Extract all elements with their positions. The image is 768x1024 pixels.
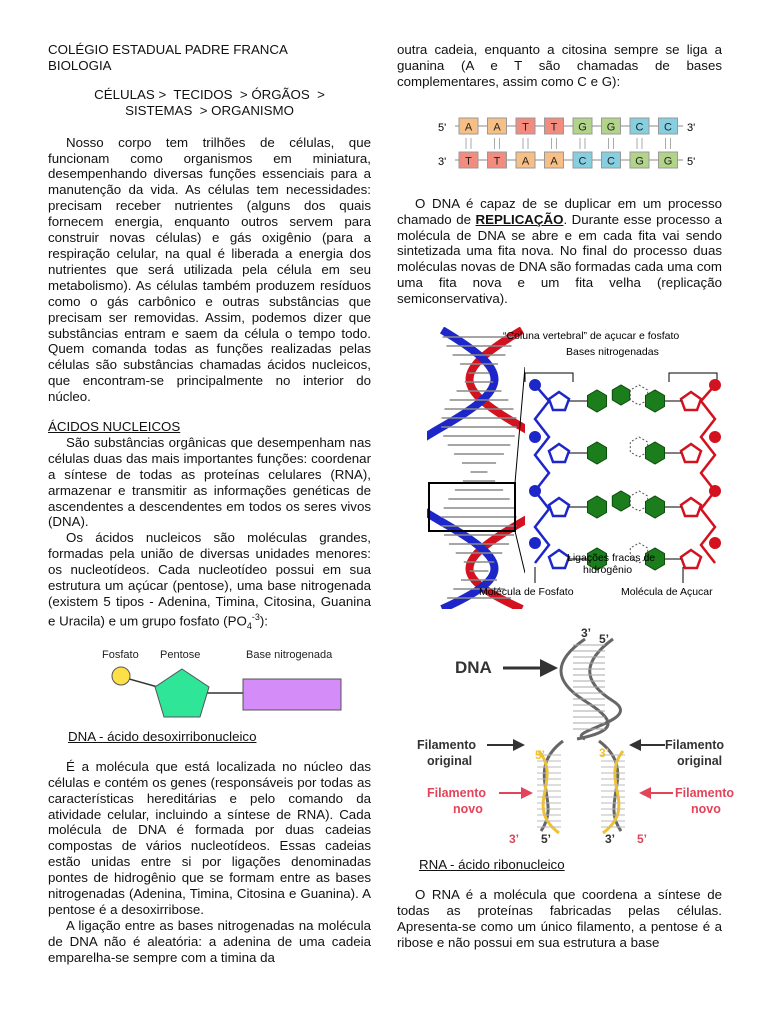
- pair-top-base: G: [606, 121, 616, 134]
- dna-paragraph-3: outra cadeia, enquanto a citosina sempre se liga a guanina (A e T são chamadas de bases complementares, assim como C e G):: [397, 42, 722, 89]
- base-hexagon: [646, 390, 665, 412]
- acidos-heading: ÁCIDOS NUCLEICOS: [48, 419, 181, 435]
- phosphate-blue: [529, 431, 541, 443]
- filamento-novo-right-2: novo: [691, 802, 721, 817]
- phosphate-circle: [112, 667, 130, 685]
- fosfato-molecule-label: Molécula de Fosfato: [479, 586, 574, 599]
- rep-5-top: 5’: [599, 632, 610, 647]
- phosphate-red: [709, 431, 721, 443]
- ligacoes-label-2: hidrogênio: [583, 564, 633, 577]
- rna-paragraph: O RNA é a molécula que coordena a síntese de todas as proteínas fabricadas pelas células. Apresenta-se como um único filamento, a pentose é a ribose e não possui em sua estrutura a base: [397, 886, 722, 950]
- rep-strand: [581, 639, 620, 739]
- dna-structure-diagram: [427, 327, 757, 609]
- pair-bottom-base: G: [635, 155, 644, 168]
- replication-paragraph: O DNA é capaz de se duplicar em um processo chamado de REPLICAÇÃO. Durante esse processo a molécula de DNA se abre e em cada fita vai sendo sintetizada uma fita nova. No final do processo duas moléculas novas de DNA são formadas cada uma com uma fita nova e um fita velha (replicação semiconservativa).: [397, 195, 722, 307]
- base-hexagon: [646, 442, 665, 464]
- pair-5-bottom: 5': [687, 155, 696, 168]
- pair-5-top: 5': [438, 121, 447, 134]
- pair-3-top: 3': [687, 121, 696, 134]
- pentose-pentagon: [155, 669, 209, 717]
- pair-top-base: C: [664, 121, 672, 134]
- phosphate-blue: [529, 485, 541, 497]
- acucar-molecule-label: Molécula de Açucar: [621, 586, 713, 599]
- base-hexagon: [612, 385, 629, 405]
- filamento-original-left-1: Filamento: [417, 738, 477, 753]
- acidos-paragraph-1: São substâncias orgânicas que desempenham nas células duas das mais importantes funções: coordenar a síntese de todas as proteínas celulares (RNA), armazenar e transmitir as informações genéticas de ascendentes a descendentes em todos os seres vivos (DNA).: [48, 434, 371, 530]
- phosphate-red: [709, 537, 721, 549]
- coluna-label: “Coluna vertebral” de açucar e fosfato: [503, 330, 680, 343]
- dna-heading: DNA - ácido desoxirribonucleico: [68, 728, 257, 744]
- base-rectangle: [243, 679, 341, 710]
- rep-5-left: 5’: [535, 748, 546, 763]
- pair-bottom-base: G: [663, 155, 673, 168]
- hierarchy-line-1: CÉLULAS > TECIDOS > ÓRGÃOS >: [94, 86, 325, 102]
- rep-3-top: 3’: [581, 626, 592, 641]
- dna-paragraph-1: É a molécula que está localizada no núcleo das células e contém os genes (responsáveis por todas as características hereditárias e pelo comando da atividade celular, incluindo a síntese de RNA). Cada molécula de DNA é formada por duas cadeias compostas de vários nucleotídeos. Essas cadeias estão unidas entre si por ligações denominadas pontes de hidrogênio que se formam entre as bases nitrogenadas (Adenina, Timina, Citosina e Guanina). A pentose é a desoxirribose.: [48, 758, 371, 917]
- base-hexagon: [588, 390, 607, 412]
- pair-bottom-base: C: [607, 155, 615, 168]
- filamento-original-right-2: original: [677, 754, 723, 769]
- dna-paragraph-2: A ligação entre as bases nitrogenadas na molécula de DNA não é aleatória: a adenina de uma cadeia emparelha-se sempre com a timina da: [48, 917, 371, 965]
- pentose-label: Pentose: [160, 648, 201, 661]
- pair-top-base: G: [578, 121, 587, 134]
- pair-top-base: T: [522, 121, 529, 134]
- base-hexagon: [612, 491, 629, 511]
- filamento-novo-right-1: Filamento: [675, 786, 735, 801]
- base-label: Base nitrogenada: [246, 648, 333, 661]
- phosphate-red: [709, 485, 721, 497]
- pair-top-base: A: [464, 121, 473, 134]
- pair-3-bottom: 3': [438, 155, 447, 168]
- pair-top-base: C: [635, 121, 644, 134]
- right-column: [397, 42, 735, 951]
- rep-5-bottom-right: 5’: [637, 832, 648, 847]
- filamento-original-left-2: original: [427, 754, 473, 769]
- base-hexagon: [588, 442, 607, 464]
- rep-3-bottom-right: 3’: [605, 832, 616, 847]
- pair-bottom-base: A: [521, 155, 530, 168]
- rep-5-bottom-left: 5’: [541, 832, 552, 847]
- dna-label: DNA: [455, 658, 492, 678]
- phosphate-red: [709, 379, 721, 391]
- bases-label: Bases nitrogenadas: [566, 346, 659, 359]
- pair-top-base: T: [550, 121, 558, 134]
- replicacao-word: REPLICAÇÃO: [475, 211, 564, 227]
- hierarchy-line-2: SISTEMAS > ORGANISMO: [125, 102, 294, 118]
- pair-bottom-base: C: [578, 155, 587, 168]
- fosfato-label: Fosfato: [102, 648, 139, 661]
- ligacoes-label-1: Ligações fracas de: [567, 552, 656, 565]
- subject-name: BIOLOGIA: [48, 57, 112, 73]
- rep-3-bottom-left: 3’: [509, 832, 520, 847]
- base-pairing-diagram: [433, 114, 733, 174]
- dna-replication-diagram: [413, 621, 743, 849]
- left-column: [48, 42, 371, 966]
- rep-3-right: 3’: [599, 746, 610, 761]
- phosphate-blue: [529, 379, 541, 391]
- filamento-novo-left-1: Filamento: [427, 786, 487, 801]
- acidos-paragraph-2: Os ácidos nucleicos são moléculas grandes, formadas pela união de diversas unidades menores: os nucleotídeos. Cada nucleotídeo possui em sua estrutura um açúcar (pentose), uma base nitrogenada (existem 5 tipos - Adenina, Timina, Citosina, Guanina e Uracila) e um grupo fosfato $(PO_4^{-3})$:: [48, 530, 371, 631]
- base-hexagon: [646, 496, 665, 518]
- filamento-novo-left-2: novo: [453, 802, 483, 817]
- phosphate-blue: [529, 537, 541, 549]
- rna-heading: RNA - ácido ribonucleico: [419, 857, 565, 873]
- school-name: COLÉGIO ESTADUAL PADRE FRANCA: [48, 42, 288, 57]
- base-hexagon: [588, 496, 607, 518]
- nucleotide-diagram: [50, 641, 350, 719]
- pair-bottom-base: T: [465, 155, 472, 168]
- pair-top-base: A: [493, 121, 501, 134]
- pair-bottom-base: T: [493, 155, 501, 168]
- filamento-original-right-1: Filamento: [665, 738, 725, 753]
- intro-paragraph: Nosso corpo tem trilhões de células, que funcionam como organismos em miniatura, desempenhando diversas funções essenciais para a manutenção da vida. As células tem necessidades: precisam receber nutrientes (alguns dos quais fornecem energia, enquanto outros servem para construir novas células) e gás oxigênio (para a respiração celular, na qual é liberada a energia dos nutrientes que será utilizada pela célula em seu metabolismo). As células também produzem resíduos como o gás carbônico e outras substâncias que precisam ser removidas. Assim, podemos dizer que substâncias entram e saem da célula o tempo todo. Quem comanda todas as funções realizadas pelas células são substâncias chamadas ácidos nucleicos, que encontram-se principalmente no interior do núcleo.: [48, 134, 371, 405]
- pair-bottom-base: A: [550, 155, 558, 168]
